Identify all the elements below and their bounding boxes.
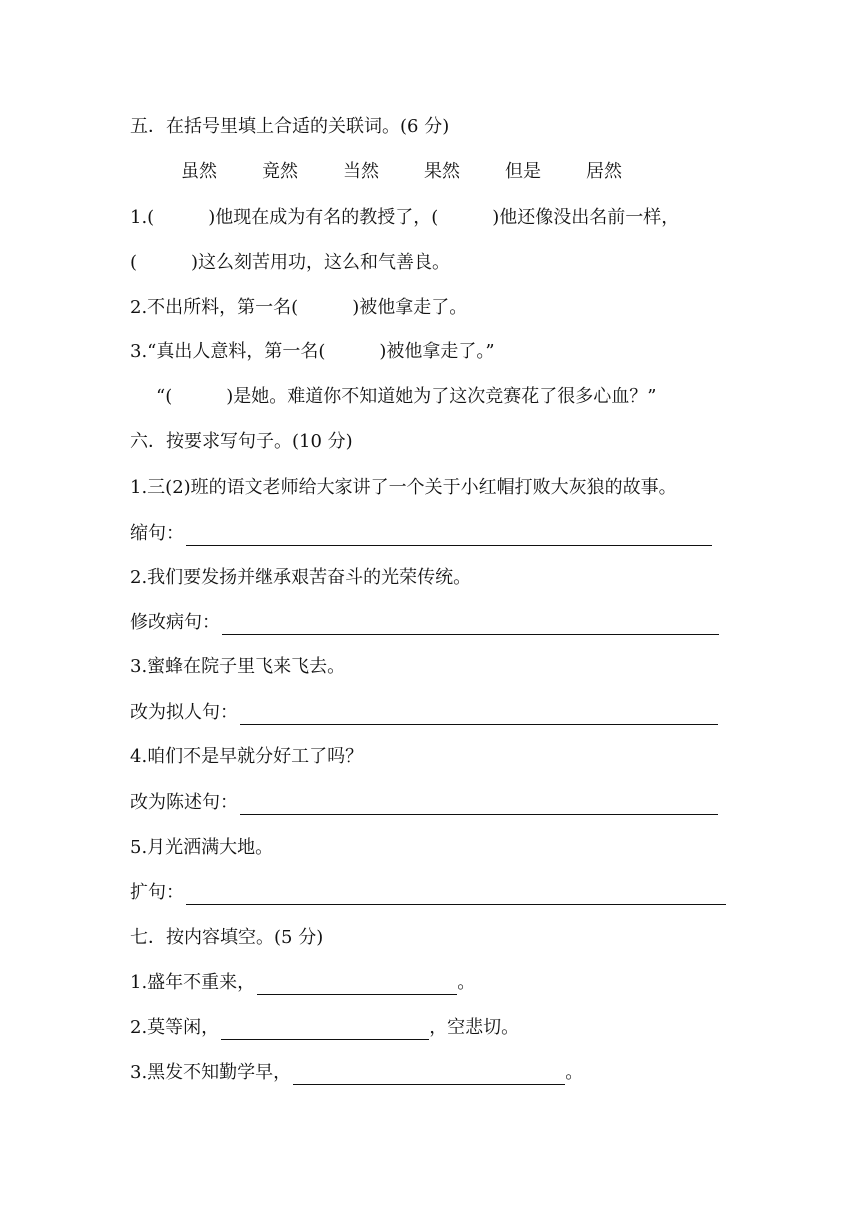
section7-title: 七．按内容填空。(5 分) [130, 927, 324, 948]
fill-prefix: 3.黑发不知勤学早， [130, 1062, 292, 1083]
s6-answer-row-4 [130, 791, 718, 815]
s6-question-3: 3.蜜蜂在院子里飞来飞去。 [130, 656, 346, 677]
s6-question-2: 2.我们要发扬并继承艰苦奋斗的光荣传统。 [130, 567, 472, 588]
s5-question-1-line-2: ( )这么刻苦用功，这么和气善良。 [130, 252, 451, 273]
s5-question-2: 2.不出所料，第一名( )被他拿走了。 [130, 297, 468, 318]
fill-blank[interactable] [257, 974, 457, 995]
word-bank-item: 竟然 [262, 161, 298, 182]
word-bank-item: 居然 [586, 161, 622, 182]
s5-question-3-line-1: 3.“真出人意料，第一名( )被他拿走了。” [130, 341, 495, 362]
section6-title: 六．按要求写句子。(10 分) [130, 431, 353, 452]
s5-question-1-line-1: 1.( )他现在成为有名的教授了，( )他还像没出名前一样， [130, 207, 680, 228]
s6-answer-row-1 [130, 522, 712, 546]
fill-prefix: 1.盛年不重来， [130, 972, 256, 993]
answer-blank[interactable] [222, 614, 719, 635]
s6-question-1: 1.三(2)班的语文老师给大家讲了一个关于小红帽打败大灰狼的故事。 [130, 477, 677, 498]
fill-suffix: 。 [565, 1062, 584, 1083]
answer-blank[interactable] [240, 794, 718, 815]
answer-prompt: 缩句： [130, 523, 184, 544]
word-bank [181, 160, 667, 184]
answer-blank[interactable] [240, 704, 718, 725]
answer-blank[interactable] [186, 884, 726, 905]
answer-blank[interactable] [186, 525, 712, 546]
s5-question-3-line-2: “( )是她。难道你不知道她为了这次竞赛花了很多心血？” [156, 386, 657, 407]
answer-prompt: 扩句： [130, 882, 184, 903]
s7-question-1 [130, 971, 475, 995]
s6-question-5: 5.月光洒满大地。 [130, 837, 274, 858]
s6-answer-row-3 [130, 701, 718, 725]
fill-suffix: ，空悲切。 [429, 1017, 520, 1038]
s7-question-2 [130, 1016, 519, 1040]
word-bank-item: 虽然 [181, 161, 217, 182]
s6-question-4: 4.咱们不是早就分好工了吗？ [130, 746, 364, 767]
fill-blank[interactable] [221, 1019, 429, 1040]
word-bank-item: 当然 [343, 161, 379, 182]
answer-prompt: 改为拟人句： [130, 702, 238, 723]
section5-title: 五．在括号里填上合适的关联词。(6 分) [130, 116, 450, 137]
fill-blank[interactable] [293, 1064, 565, 1085]
answer-prompt: 修改病句： [130, 612, 220, 633]
answer-prompt: 改为陈述句： [130, 792, 238, 813]
word-bank-item: 果然 [424, 161, 460, 182]
s7-question-3 [130, 1061, 583, 1085]
word-bank-item: 但是 [505, 161, 541, 182]
s6-answer-row-2 [130, 611, 719, 635]
fill-prefix: 2.莫等闲， [130, 1017, 220, 1038]
s6-answer-row-5 [130, 881, 726, 905]
fill-suffix: 。 [457, 972, 476, 993]
